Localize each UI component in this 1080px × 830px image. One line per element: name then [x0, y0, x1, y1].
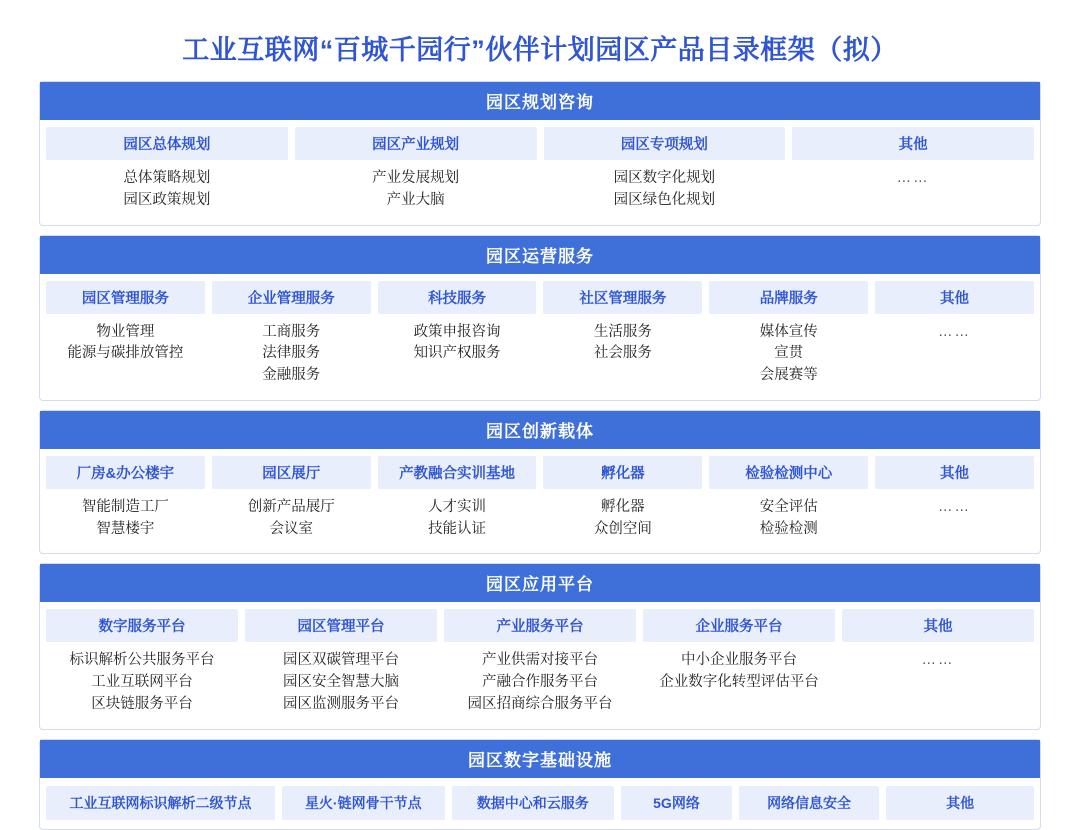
- section-application-platforms: [39, 563, 1041, 729]
- column-header: 其他: [792, 127, 1034, 160]
- column-header: 5G网络: [621, 786, 732, 820]
- column: [212, 281, 371, 397]
- column-items: [46, 489, 205, 551]
- column-header: 园区总体规划: [46, 127, 288, 160]
- section-band: 园区创新载体: [40, 411, 1040, 449]
- column-header: 数据中心和云服务: [452, 786, 615, 820]
- column-items: [792, 160, 1034, 200]
- column-header: 园区产业规划: [295, 127, 537, 160]
- column: [544, 127, 786, 222]
- column-item: 智能制造工厂: [81, 498, 169, 515]
- column-item: 安全评估: [759, 498, 818, 515]
- section-planning-consulting: [39, 81, 1041, 226]
- column-items: [709, 489, 868, 551]
- column: [875, 456, 1034, 551]
- column-item: 园区监测服务平台: [283, 695, 399, 712]
- column-items: [875, 489, 1034, 529]
- column-item: 产业大脑: [386, 191, 445, 208]
- column-item: 产业发展规划: [372, 170, 460, 186]
- column-header: 厂房&办公楼宇: [46, 456, 205, 489]
- column-item: 区块链服务平台: [91, 695, 193, 712]
- column: [452, 786, 615, 820]
- column-header: 企业服务平台: [643, 609, 835, 642]
- column-header: 园区展厅: [212, 456, 371, 489]
- section-columns: [40, 778, 1040, 829]
- section-operation-services: [39, 235, 1041, 401]
- section-columns: [40, 602, 1040, 728]
- column-header: 网络信息安全: [739, 786, 879, 820]
- column-header: 检验检测中心: [709, 456, 868, 489]
- section-band: 园区数字基础设施: [40, 740, 1040, 778]
- column-header: 其他: [875, 456, 1034, 489]
- column-items: [378, 314, 537, 376]
- column-items: [46, 160, 288, 222]
- column-header: 产教融合实训基地: [378, 456, 537, 489]
- column-header: 其他: [875, 281, 1034, 314]
- column-item: 总体策略规划: [123, 170, 211, 186]
- column-item: 园区招商综合服务平台: [467, 695, 613, 712]
- column: [709, 281, 868, 397]
- column: [643, 609, 835, 725]
- column: [543, 281, 702, 397]
- column: [245, 609, 437, 725]
- column-item: ……: [896, 170, 930, 186]
- column-item: 人才实训: [428, 498, 487, 515]
- column: [621, 786, 732, 820]
- column-item: 会议室: [269, 520, 313, 537]
- section-band: 园区应用平台: [40, 564, 1040, 602]
- column-item: 金融服务: [262, 367, 321, 383]
- column-items: [544, 160, 786, 222]
- page-title: 工业互联网“百城千园行”伙伴计划园区产品目录框架（拟）: [182, 35, 898, 65]
- column: [886, 786, 1034, 820]
- column: [295, 127, 537, 222]
- column: [875, 281, 1034, 397]
- column-item: 园区政策规划: [123, 191, 211, 208]
- column-items: [643, 642, 835, 704]
- column-item: 园区绿色化规划: [613, 191, 716, 208]
- column-items: [543, 314, 702, 376]
- column: [444, 609, 636, 725]
- column: [792, 127, 1034, 222]
- column-item: 园区数字化规划: [613, 170, 716, 186]
- column-item: 创新产品展厅: [247, 498, 335, 515]
- column-item: 众创空间: [593, 520, 652, 537]
- section-band: 园区规划咨询: [40, 82, 1040, 120]
- column-item: 物业管理: [96, 323, 155, 340]
- column-item: 企业数字化转型评估平台: [659, 674, 819, 690]
- column-item: 产融合作服务平台: [482, 674, 598, 690]
- column-header: 工业互联网标识解析二级节点: [46, 786, 275, 820]
- column-item: 孵化器: [601, 498, 645, 515]
- column-header: 园区管理平台: [245, 609, 437, 642]
- column-header: 园区管理服务: [46, 281, 205, 314]
- column-item: 中小企业服务平台: [681, 652, 797, 669]
- column-items: [245, 642, 437, 725]
- column: [46, 609, 238, 725]
- section-columns: [40, 120, 1040, 225]
- column-item: 媒体宣传: [759, 323, 818, 340]
- column-items: [212, 314, 371, 397]
- column-item: ……: [938, 498, 972, 515]
- column-item: ……: [938, 323, 972, 340]
- column-header: 孵化器: [543, 456, 702, 489]
- column-item: 政策申报咨询: [413, 323, 501, 340]
- column: [378, 456, 537, 551]
- column: [46, 127, 288, 222]
- column-header: 其他: [842, 609, 1034, 642]
- column-item: 产业供需对接平台: [482, 652, 598, 669]
- column-item: 工业互联网平台: [91, 674, 193, 690]
- column-header: 企业管理服务: [212, 281, 371, 314]
- column-header: 科技服务: [378, 281, 537, 314]
- column-item: 技能认证: [428, 520, 487, 537]
- column-items: [444, 642, 636, 725]
- section-band: 园区运营服务: [40, 236, 1040, 274]
- column: [46, 786, 275, 820]
- column: [46, 281, 205, 397]
- column: [212, 456, 371, 551]
- column: [282, 786, 445, 820]
- sections-container: [39, 81, 1041, 830]
- column-items: [842, 642, 1034, 682]
- section-columns: [40, 274, 1040, 400]
- column-item: 工商服务: [262, 323, 321, 340]
- column-item: 检验检测: [759, 520, 818, 537]
- column-header: 品牌服务: [709, 281, 868, 314]
- column-header: 产业服务平台: [444, 609, 636, 642]
- column-item: 会展赛等: [759, 367, 818, 383]
- column: [739, 786, 879, 820]
- column-header: 园区专项规划: [544, 127, 786, 160]
- column-items: [709, 314, 868, 397]
- section-digital-infrastructure: [39, 739, 1041, 830]
- column-header: 数字服务平台: [46, 609, 238, 642]
- section-columns: [40, 449, 1040, 554]
- column-item: 园区双碳管理平台: [283, 652, 399, 669]
- column: [46, 456, 205, 551]
- column-items: [212, 489, 371, 551]
- column: [378, 281, 537, 397]
- column-item: 生活服务: [593, 323, 652, 340]
- column-items: [46, 314, 205, 376]
- column-items: [46, 642, 238, 725]
- column-item: 法律服务: [262, 345, 321, 362]
- column-item: 知识产权服务: [413, 345, 501, 362]
- column-item: 宣贯: [774, 345, 804, 362]
- column-items: [875, 314, 1034, 354]
- column-items: [543, 489, 702, 551]
- column-item: 智慧楼宇: [96, 520, 155, 537]
- column-items: [378, 489, 537, 551]
- column-header: 其他: [886, 786, 1034, 820]
- column-item: 社会服务: [593, 345, 652, 362]
- column-item: 园区安全智慧大脑: [283, 674, 399, 690]
- column-header: 社区管理服务: [543, 281, 702, 314]
- column-items: [295, 160, 537, 222]
- column-header: 星火·链网骨干节点: [282, 786, 445, 820]
- column: [543, 456, 702, 551]
- column: [842, 609, 1034, 725]
- column: [709, 456, 868, 551]
- column-item: 能源与碳排放管控: [67, 345, 184, 362]
- section-innovation-carriers: [39, 410, 1041, 555]
- column-item: 标识解析公共服务平台: [69, 652, 215, 669]
- column-item: ……: [921, 652, 955, 669]
